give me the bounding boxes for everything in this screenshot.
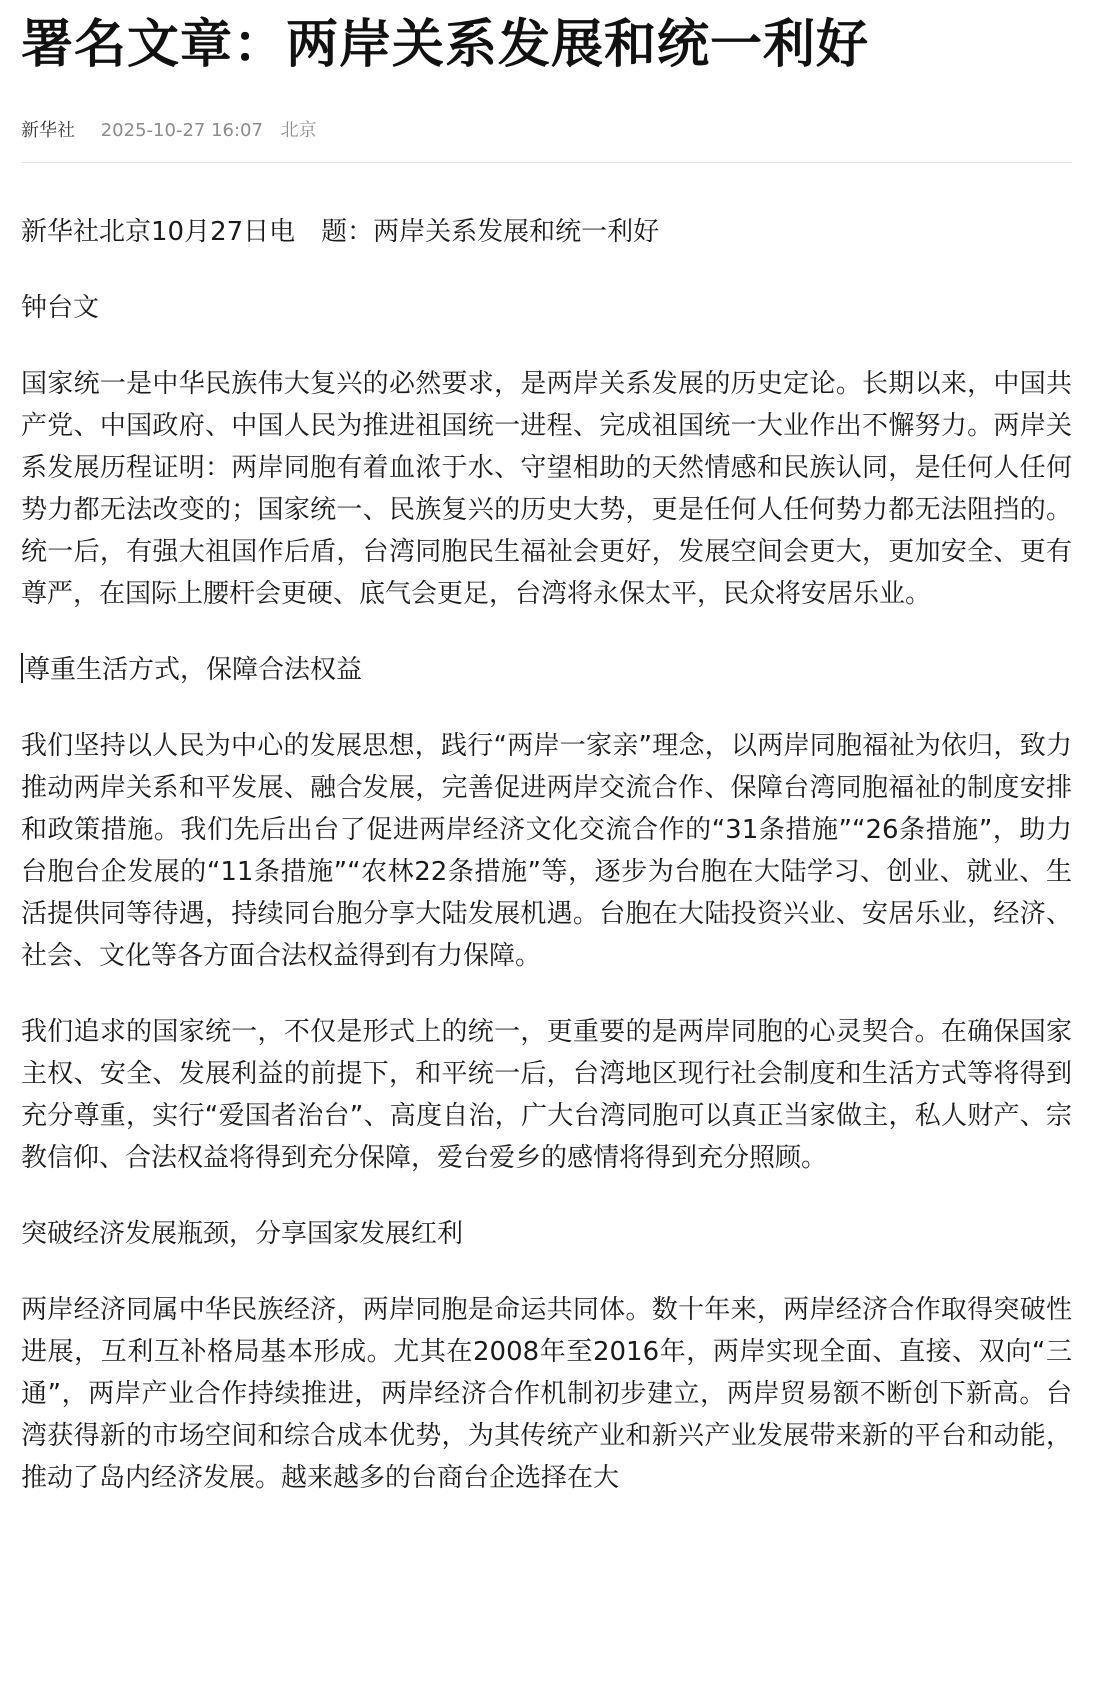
section-heading-2: 突破经济发展瓶颈，分享国家发展红利	[21, 1219, 464, 1249]
meta-divider	[21, 162, 1072, 163]
body-paragraph-4: 两岸经济同属中华民族经济，两岸同胞是命运共同体。数十年来，两岸经济合作取得突破性进展，互利互补格局基本形成。尤其在2008年至2016年，两岸实现全面、直接、双向“三通”，两岸产业合作持续推进，两岸经济合作机制初步建立，两岸贸易额不断创下新高。台湾获得新的市场空间和综合成本优势，为其传统产业和新兴产业发展带来新的平台和动能，推动了岛内经济发展。越来越多的台商台企选择在大	[21, 1295, 1072, 1493]
body-paragraph-3: 我们追求的国家统一，不仅是形式上的统一，更重要的是两岸同胞的心灵契合。在确保国家主权、安全、发展利益的前提下，和平统一后，台湾地区现行社会制度和生活方式等将得到充分尊重，实行“爱国者治台”、高度自治，广大台湾同胞可以真正当家做主，私人财产、宗教信仰、合法权益将得到充分保障，爱台爱乡的感情将得到充分照顾。	[21, 1017, 1072, 1173]
author-line: 钟台文	[21, 293, 100, 323]
body-paragraph-2: 我们坚持以人民为中心的发展思想，践行“两岸一家亲”理念，以两岸同胞福祉为依归，致力推动两岸关系和平发展、融合发展，完善促进两岸交流合作、保障台湾同胞福祉的制度安排和政策措施。我们先后出台了促进两岸经济文化交流合作的“31条措施”“26条措施”，助力台胞台企发展的“11条措施”“农林22条措施”等，逐步为台胞在大陆学习、创业、就业、生活提供同等待遇，持续同台胞分享大陆发展机遇。台胞在大陆投资兴业、安居乐业，经济、社会、文化等各方面合法权益得到有力保障。	[21, 731, 1072, 971]
body-paragraph-1: 国家统一是中华民族伟大复兴的必然要求，是两岸关系发展的历史定论。长期以来，中国共产党、中国政府、中国人民为推进祖国统一进程、完成祖国统一大业作出不懈努力。两岸关系发展历程证明：两岸同胞有着血浓于水、守望相助的天然情感和民族认同，是任何人任何势力都无法改变的；国家统一、民族复兴的历史大势，更是任何人任何势力都无法阻挡的。统一后，有强大祖国作后盾，台湾同胞民生福祉会更好，发展空间会更大，更加安全、更有尊严，在国际上腰杆会更硬、底气会更足，台湾将永保太平，民众将安居乐业。	[21, 369, 1072, 609]
article	[21, 0, 1072, 1533]
article-source[interactable]: 新华社	[21, 120, 75, 141]
article-datetime: 2025-10-27 16:07	[100, 120, 263, 141]
article-location: 北京	[280, 120, 317, 141]
article-body	[21, 211, 1072, 1499]
section-heading-1	[21, 649, 1072, 691]
dateline-paragraph: 新华社北京10月27日电 题：两岸关系发展和统一利好	[21, 217, 660, 247]
article-title: 署名文章：两岸关系发展和统一利好	[21, 15, 870, 75]
section-heading-1-text: 尊重生活方式，保障合法权益	[24, 655, 363, 685]
article-meta	[21, 116, 1072, 146]
text-cursor	[21, 653, 23, 683]
